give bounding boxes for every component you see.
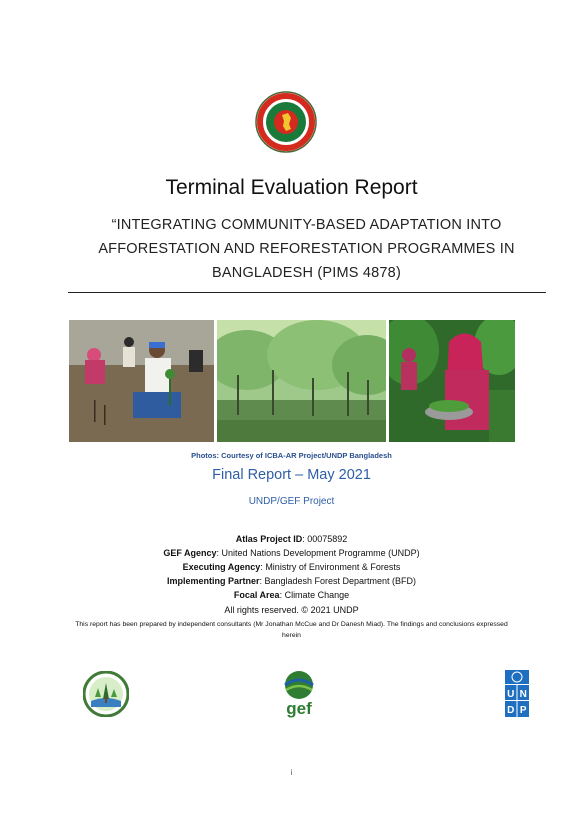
undp-logo-icon (505, 670, 529, 717)
photo-mangrove-forest (217, 320, 386, 442)
project-type: UNDP/GEF Project (248, 496, 335, 507)
page-number: i (290, 768, 293, 777)
photo-woman-with-vegetables (389, 320, 515, 442)
detail-gef-agency: GEF Agency: United Nations Development Programme (UNDP) (163, 548, 420, 558)
divider (68, 292, 546, 293)
forest-department-logo-icon (83, 671, 129, 717)
rights-notice: All rights reserved. © 2021 UNDP (224, 605, 359, 615)
photo-credit: Photos: Courtesy of ICBA-AR Project/UNDP Bangladesh (191, 451, 392, 460)
report-subtitle: “INTEGRATING COMMUNITY-BASED ADAPTATION INTO AFFORESTATION AND REFORESTATION PROGRAMMES IN BANGLADESH (PIMS 4878) (98, 217, 515, 281)
photo-strip (69, 320, 515, 442)
final-report-date: Final Report – May 2021 (212, 467, 371, 483)
disclaimer-text: This report has been prepared by independent consultants (Mr Jonathan McCue and Dr Danesh Miad). The findings and conclusions expressed herein (75, 621, 508, 639)
detail-executing-agency: Executing Agency: Ministry of Environment & Forests (182, 562, 401, 572)
svg-text:D: D (507, 705, 515, 716)
detail-focal-area: Focal Area: Climate Change (233, 590, 350, 600)
photo-farmer-planting (69, 320, 214, 442)
bangladesh-government-seal-icon (255, 91, 317, 153)
svg-text:gef: gef (286, 699, 312, 718)
detail-atlas-project-id: Atlas Project ID: 00075892 (235, 534, 348, 544)
gef-logo-icon (279, 670, 319, 718)
detail-implementing-partner: Implementing Partner: Bangladesh Forest Department (BFD) (166, 576, 417, 586)
svg-text:N: N (519, 689, 527, 700)
report-title: Terminal Evaluation Report (165, 176, 418, 199)
svg-text:U: U (507, 689, 515, 700)
svg-text:P: P (519, 705, 527, 716)
